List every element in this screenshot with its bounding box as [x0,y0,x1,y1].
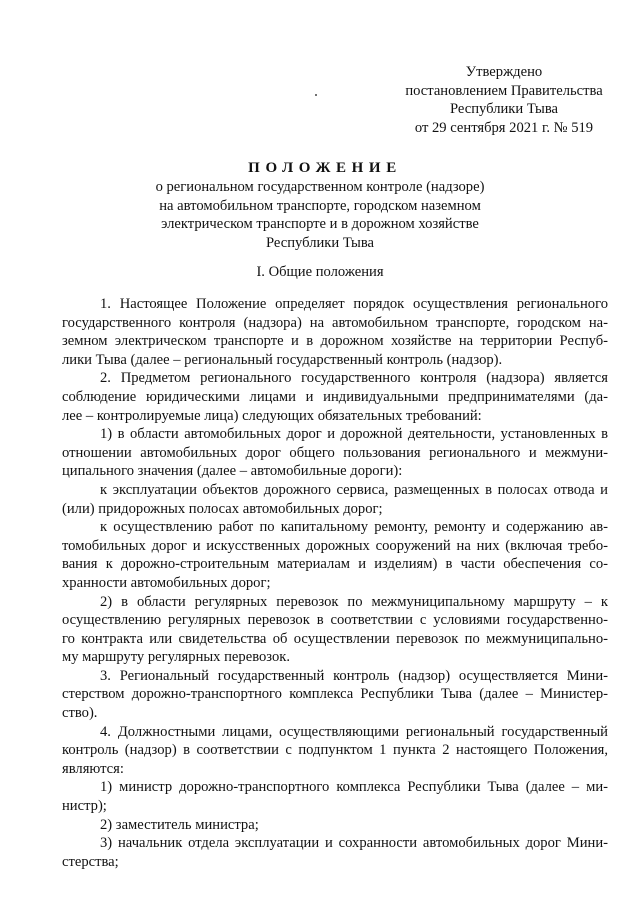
paragraph [62,723,608,779]
paragraph-line: го контракта или свидетельства об осуществлении перевозок по межмуниципально- [62,630,608,647]
paragraph-line: нистр); [62,798,107,815]
paragraph-line: 2) в области регулярных перевозок по межмуниципальному маршруту – к [100,593,608,610]
paragraph-line: 2) заместитель министра; [100,816,259,833]
paragraph-line: вания к дорожно-строительным материалам и изделиям) в части обеспечения со- [62,556,608,573]
paragraph-line: государственного контроля (надзора) на автомобильном транспорте, городском на- [62,314,608,331]
paragraph [62,593,608,667]
approval-line-1: Утверждено [465,64,543,80]
paragraph-line: лики Тыва (далее – региональный государственный контроль (надзор). [62,351,503,368]
subtitle-line: электрическом транспорте и в дорожном хозяйстве [161,216,479,233]
paragraph-line: томобильных дорог и искусственных дорожных сооружений на них (включая требо- [62,537,608,554]
approval-line-2: постановлением Правительства [405,82,603,99]
paragraph-line: контроль (надзор) в соответствии с подпунктом 1 пункта 2 настоящего Положения, [62,742,608,759]
subtitle-line: о региональном государственном контроле (надзоре) [155,179,485,195]
paragraph-line: ство). [62,705,98,722]
approval-stamp [388,63,620,137]
paragraph-line: (или) придорожных полосах автомобильных дорог; [62,500,383,517]
approval-line-4: от 29 сентября 2021 г. № 519 [414,119,594,136]
paragraph-line: 3. Региональный государственный контроль (надзор) осуществляется Мини- [100,667,608,684]
subtitle-line: Республики Тыва [265,234,375,251]
paragraph-line: 1) министр дорожно-транспортного комплекса Республики Тыва (далее – ми- [100,779,608,796]
document-subtitle [80,178,560,252]
paragraph-line: 1. Настоящее Положение определяет порядок осуществления регионального [100,296,608,312]
paragraph-line: хранности автомобильных дорог; [62,574,271,591]
paragraph-line: к осуществлению работ по капитальному ремонту, ремонту и содержанию ав- [100,519,608,536]
paragraph [62,295,608,369]
paragraph [62,425,608,481]
paragraph-line: 4. Должностными лицами, осуществляющими региональный государственный [100,723,608,740]
scan-speck [315,94,317,96]
paragraph-line: стерством дорожно-транспортного комплекса Республики Тыва (далее – Министер- [62,686,608,703]
paragraph-line: осуществлению регулярных перевозок в соответствии с условиями государственно- [62,612,608,629]
paragraph-line: к эксплуатации объектов дорожного сервиса, размещенных в полосах отвода и [100,481,608,498]
paragraph [62,518,608,592]
paragraph [62,667,608,723]
paragraph-line: лее – контролируемые лица) следующих обязательных требований: [62,407,482,424]
approval-line-3: Республики Тыва [449,101,559,118]
paragraph-line: ципального значения (далее – автомобильные дороги): [62,463,403,480]
paragraph [62,834,608,871]
paragraph-line: земном электрическом транспорте и в дорожном хозяйстве на территории Респуб- [62,333,608,350]
subtitle-line: на автомобильном транспорте, городском наземном [159,197,481,214]
paragraph-line: 1) в области автомобильных дорог и дорожной деятельности, установленных в [100,426,608,443]
paragraph-line: му маршруту регулярных перевозок. [62,649,290,666]
paragraph [62,369,608,425]
document-heading [80,158,560,252]
document-title: ПОЛОЖЕНИЕ [248,160,402,176]
paragraph-line: стерства; [62,853,119,870]
paragraph [62,481,608,518]
paragraph-line: соблюдение юридическими лицами и индивидуальными предпринимателями (да- [62,388,608,405]
paragraph-line: 3) начальник отдела эксплуатации и сохранности автомобильных дорог Мини- [100,835,608,852]
document-body [62,295,608,871]
paragraph [62,778,608,815]
paragraph-line: 2. Предметом регионального государственного контроля (надзора) является [100,370,608,387]
paragraph-line: являются: [62,760,124,777]
section-title: I. Общие положения [256,264,384,280]
paragraph [62,816,608,835]
paragraph-line: отношении автомобильных дорог общего пользования регионального и межмуни- [62,444,608,461]
